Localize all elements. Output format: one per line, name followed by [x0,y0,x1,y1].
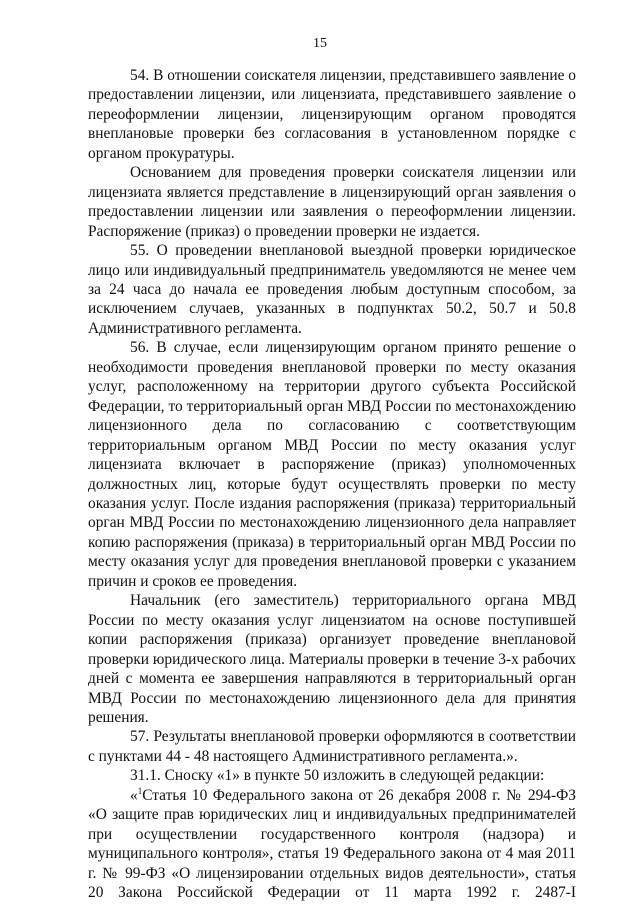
quote-open-mark: « [130,786,138,804]
paragraph-57: 57. Результаты внеплановой проверки оформляются в соответствии с пунктами 44 - 48 настоящего Административного регламента.». [88,728,576,765]
paragraph-56-head: Начальник (его заместитель) территориального органа МВД России по месту оказания услуг лицензиатом на основе поступившей копии распоряжения (приказа) организует проведение внеплановой проверки юридического лица. Материалы проверки в течение 3-х рабочих дней с момента ее завершения направляются в территориальный орган МВД России по местонахождению лицензионного дела для принятия решения. [88,592,576,726]
document-body [88,66,576,902]
paragraph-54-basis: Основанием для проведения проверки соискателя лицензии или лицензиата является представление в лицензирующий орган заявления о предоставлении лицензии или заявления о переоформлении лицензии. Распоряжение (приказ) о проведении проверки не издается. [88,164,576,240]
paragraph-56: 56. В случае, если лицензирующим органом принято решение о необходимости проведения внеплановой проверки по месту оказания услуг, расположенному на территории другого субъекта Российской Федерации, то территориальный орган МВД России по местонахождению лицензионного дела по согласованию с соответствующим территориальным органом МВД России по месту оказания услуг лицензиата включает в распоряжение (приказ) уполномоченных должностных лиц, которые будут осуществлять проверки по месту оказания услуг. После издания распоряжения (приказа) территориальный орган МВД России по местонахождению лицензионного дела направляет копию распоряжения (приказа) в территориальный орган МВД России по месту оказания услуг для проведения внеплановой проверки с указанием причин и сроков ее проведения. [88,339,576,590]
footnote-quote [88,786,576,903]
footnote-mark: 1 [137,785,143,796]
paragraph-31-1: 31.1. Сноску «1» в пункте 50 изложить в следующей редакции: [130,767,545,785]
paragraph-54: 54. В отношении соискателя лицензии, представившего заявление о предоставлении лицензии, или лицензиата, представившего заявление о переоформлении лицензии, лицензирующим органом проводятся внеплановые проверки без согласования в установленном порядке с органом прокуратуры. [88,67,576,162]
page-number: 15 [313,36,327,51]
paragraph-55: 55. О проведении внеплановой выездной проверки юридическое лицо или индивидуальный предприниматель уведомляются не менее чем за 24 часа до начала ее проведения любым доступным способом, за исключением случаев, указанных в подпунктах 50.2, 50.7 и 50.8 Административного регламента. [88,242,576,337]
footnote-text: Статья 10 Федерального закона от 26 декабря 2008 г. № 294-ФЗ «О защите прав юридических лиц и индивидуальных предпринимателей при осуществлении государственного контроля (надзора) и муниципального контроля», статья 19 Федерального закона от 4 мая 2011 г. № 99-ФЗ «О лицензировании отдельных видов деятельности», статья 20 Закона Российской Федерации от 11 марта 1992 г. 2487-I [88,786,576,902]
